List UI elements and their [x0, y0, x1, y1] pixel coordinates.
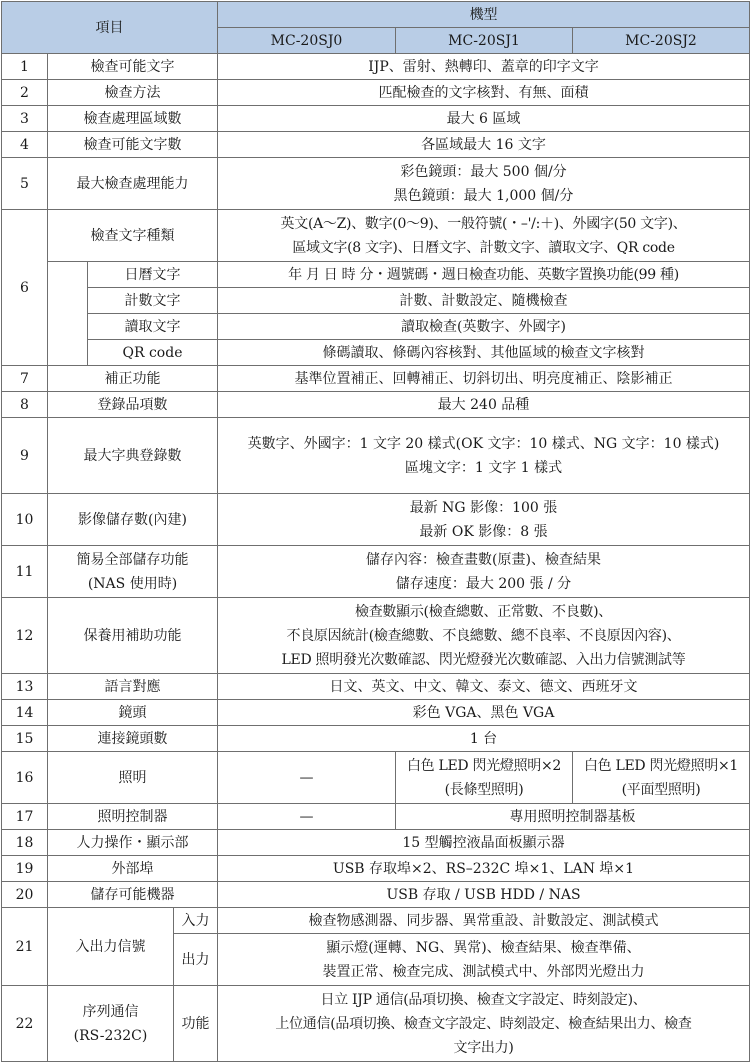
row-sublabel: 出力 — [174, 934, 218, 986]
table-row — [2, 882, 750, 908]
row-value: 彩色鏡頭：最大 500 個/分 黑色鏡頭：最大 1,000 個/分 — [218, 158, 750, 210]
row-label: 補正功能 — [48, 366, 218, 392]
row-label: 照明 — [48, 752, 218, 804]
row-sublabel: 讀取文字 — [88, 314, 218, 340]
row-label: 最大檢查處理能力 — [48, 158, 218, 210]
row-number: 15 — [2, 726, 48, 752]
row-value: 15 型觸控液晶面板顯示器 — [218, 830, 750, 856]
row-value: 顯示燈(運轉、NG、異常)、檢查結果、檢查準備、 裝置正常、檢查完成、測試模式中、外部閃光燈出力 — [218, 934, 750, 986]
table-row — [2, 158, 750, 210]
row-label: 入出力信號 — [48, 908, 174, 986]
row-value: 彩色 VGA、黑色 VGA — [218, 700, 750, 726]
header-model-sj1: MC-20SJ1 — [396, 28, 573, 54]
table-row — [2, 752, 750, 804]
table-row — [2, 366, 750, 392]
header-item: 項目 — [2, 2, 218, 54]
row-value-sj2: 白色 LED 閃光燈照明×1 (平面型照明) — [573, 752, 750, 804]
row-value: 基準位置補正、回轉補正、切斜切出、明亮度補正、陰影補正 — [218, 366, 750, 392]
table-row — [2, 986, 750, 1062]
row-number: 2 — [2, 80, 48, 106]
row-number: 18 — [2, 830, 48, 856]
table-row — [2, 726, 750, 752]
table-row — [2, 288, 750, 314]
table-row — [2, 210, 750, 262]
row-value-sj0: — — [218, 804, 396, 830]
row-value-sj12: 專用照明控制器基板 — [396, 804, 750, 830]
row-label: 檢查文字種類 — [48, 210, 218, 262]
row-label: 影像儲存數(內建) — [48, 494, 218, 546]
table-row — [2, 418, 750, 494]
table-row — [2, 340, 750, 366]
row-sublabel: 入力 — [174, 908, 218, 934]
table-row — [2, 106, 750, 132]
table-row — [2, 80, 750, 106]
row-label: 序列通信 (RS-232C) — [48, 986, 174, 1062]
row-label: 登錄品項數 — [48, 392, 218, 418]
table-row — [2, 674, 750, 700]
header-model-sj0: MC-20SJ0 — [218, 28, 396, 54]
row-label: 人力操作・顯示部 — [48, 830, 218, 856]
row-number: 19 — [2, 856, 48, 882]
row-value: 讀取檢查(英數字、外國字) — [218, 314, 750, 340]
row-sublabel: 功能 — [174, 986, 218, 1062]
header-model: 機型 — [218, 2, 750, 28]
table-row — [2, 314, 750, 340]
row-value: 最大 240 品種 — [218, 392, 750, 418]
row-label: 儲存可能機器 — [48, 882, 218, 908]
row-value: 日立 IJP 通信(品項切換、檢查文字設定、時刻設定)、 上位通信(品項切換、檢查文字設定、時刻設定、檢查結果出力、檢查 文字出力) — [218, 986, 750, 1062]
row-label: 鏡頭 — [48, 700, 218, 726]
row-value: 英數字、外國字：1 文字 20 樣式(OK 文字：10 樣式、NG 文字：10 樣式) 區塊文字：1 文字 1 樣式 — [218, 418, 750, 494]
table-row — [2, 546, 750, 598]
row-sublabel: 計數文字 — [88, 288, 218, 314]
row-indent-spacer — [48, 262, 88, 366]
row-number: 21 — [2, 908, 48, 986]
table-row — [2, 392, 750, 418]
header-model-sj2: MC-20SJ2 — [573, 28, 750, 54]
row-value: 各區域最大 16 文字 — [218, 132, 750, 158]
row-number: 8 — [2, 392, 48, 418]
row-label: 語言對應 — [48, 674, 218, 700]
table-row — [2, 262, 750, 288]
row-value: 最新 NG 影像：100 張 最新 OK 影像：8 張 — [218, 494, 750, 546]
row-number: 22 — [2, 986, 48, 1062]
table-row — [2, 54, 750, 80]
row-label: 照明控制器 — [48, 804, 218, 830]
row-label: 連接鏡頭數 — [48, 726, 218, 752]
row-value: 英文(A～Z)、數字(0～9)、一般符號(・–'/:＋)、外國字(50 文字)、 區域文字(8 文字)、日曆文字、計數文字、讀取文字、QR code — [218, 210, 750, 262]
row-number: 10 — [2, 494, 48, 546]
row-value: 檢查數顯示(檢查總數、正常數、不良數)、 不良原因統計(檢查總數、不良總數、總不良率、不良原因內容)、 LED 照明發光次數確認、閃光燈發光次數確認、入出力信號測試等 — [218, 598, 750, 674]
table-row — [2, 908, 750, 934]
row-number: 17 — [2, 804, 48, 830]
row-number: 12 — [2, 598, 48, 674]
row-label: 外部埠 — [48, 856, 218, 882]
row-sublabel: 日曆文字 — [88, 262, 218, 288]
row-value: 最大 6 區域 — [218, 106, 750, 132]
table-row — [2, 494, 750, 546]
row-value: 條碼讀取、條碼內容核對、其他區域的檢查文字核對 — [218, 340, 750, 366]
row-label: 檢查可能文字數 — [48, 132, 218, 158]
row-value: IJP、雷射、熱轉印、蓋章的印字文字 — [218, 54, 750, 80]
row-number: 20 — [2, 882, 48, 908]
row-value: 匹配檢查的文字核對、有無、面積 — [218, 80, 750, 106]
row-number: 1 — [2, 54, 48, 80]
row-sublabel: QR code — [88, 340, 218, 366]
row-label: 檢查方法 — [48, 80, 218, 106]
row-value: 儲存內容：檢查畫數(原畫)、檢查結果 儲存速度：最大 200 張 / 分 — [218, 546, 750, 598]
row-label: 最大字典登錄數 — [48, 418, 218, 494]
row-number: 16 — [2, 752, 48, 804]
row-number: 5 — [2, 158, 48, 210]
row-number: 3 — [2, 106, 48, 132]
table-row — [2, 856, 750, 882]
row-value: 年 月 日 時 分・週號碼・週日檢查功能、英數字置換功能(99 種) — [218, 262, 750, 288]
row-number: 4 — [2, 132, 48, 158]
table-row — [2, 700, 750, 726]
row-value-sj1: 白色 LED 閃光燈照明×2 (長條型照明) — [396, 752, 573, 804]
row-value: 檢查物感測器、同步器、異常重設、計數設定、測試模式 — [218, 908, 750, 934]
table-row — [2, 804, 750, 830]
row-value: USB 存取埠×2、RS–232C 埠×1、LAN 埠×1 — [218, 856, 750, 882]
row-label: 保養用補助功能 — [48, 598, 218, 674]
table-row — [2, 598, 750, 674]
row-value-sj0: — — [218, 752, 396, 804]
row-number: 14 — [2, 700, 48, 726]
row-label: 簡易全部儲存功能 (NAS 使用時) — [48, 546, 218, 598]
row-label: 檢查處理區域數 — [48, 106, 218, 132]
row-value: 計數、計數設定、隨機檢查 — [218, 288, 750, 314]
row-number: 9 — [2, 418, 48, 494]
row-number: 7 — [2, 366, 48, 392]
table-row — [2, 132, 750, 158]
row-value: 1 台 — [218, 726, 750, 752]
row-value: USB 存取 / USB HDD / NAS — [218, 882, 750, 908]
row-label: 檢查可能文字 — [48, 54, 218, 80]
spec-table — [1, 1, 750, 1062]
row-value: 日文、英文、中文、韓文、泰文、德文、西班牙文 — [218, 674, 750, 700]
row-number: 11 — [2, 546, 48, 598]
row-number: 13 — [2, 674, 48, 700]
table-row — [2, 830, 750, 856]
row-number: 6 — [2, 210, 48, 366]
